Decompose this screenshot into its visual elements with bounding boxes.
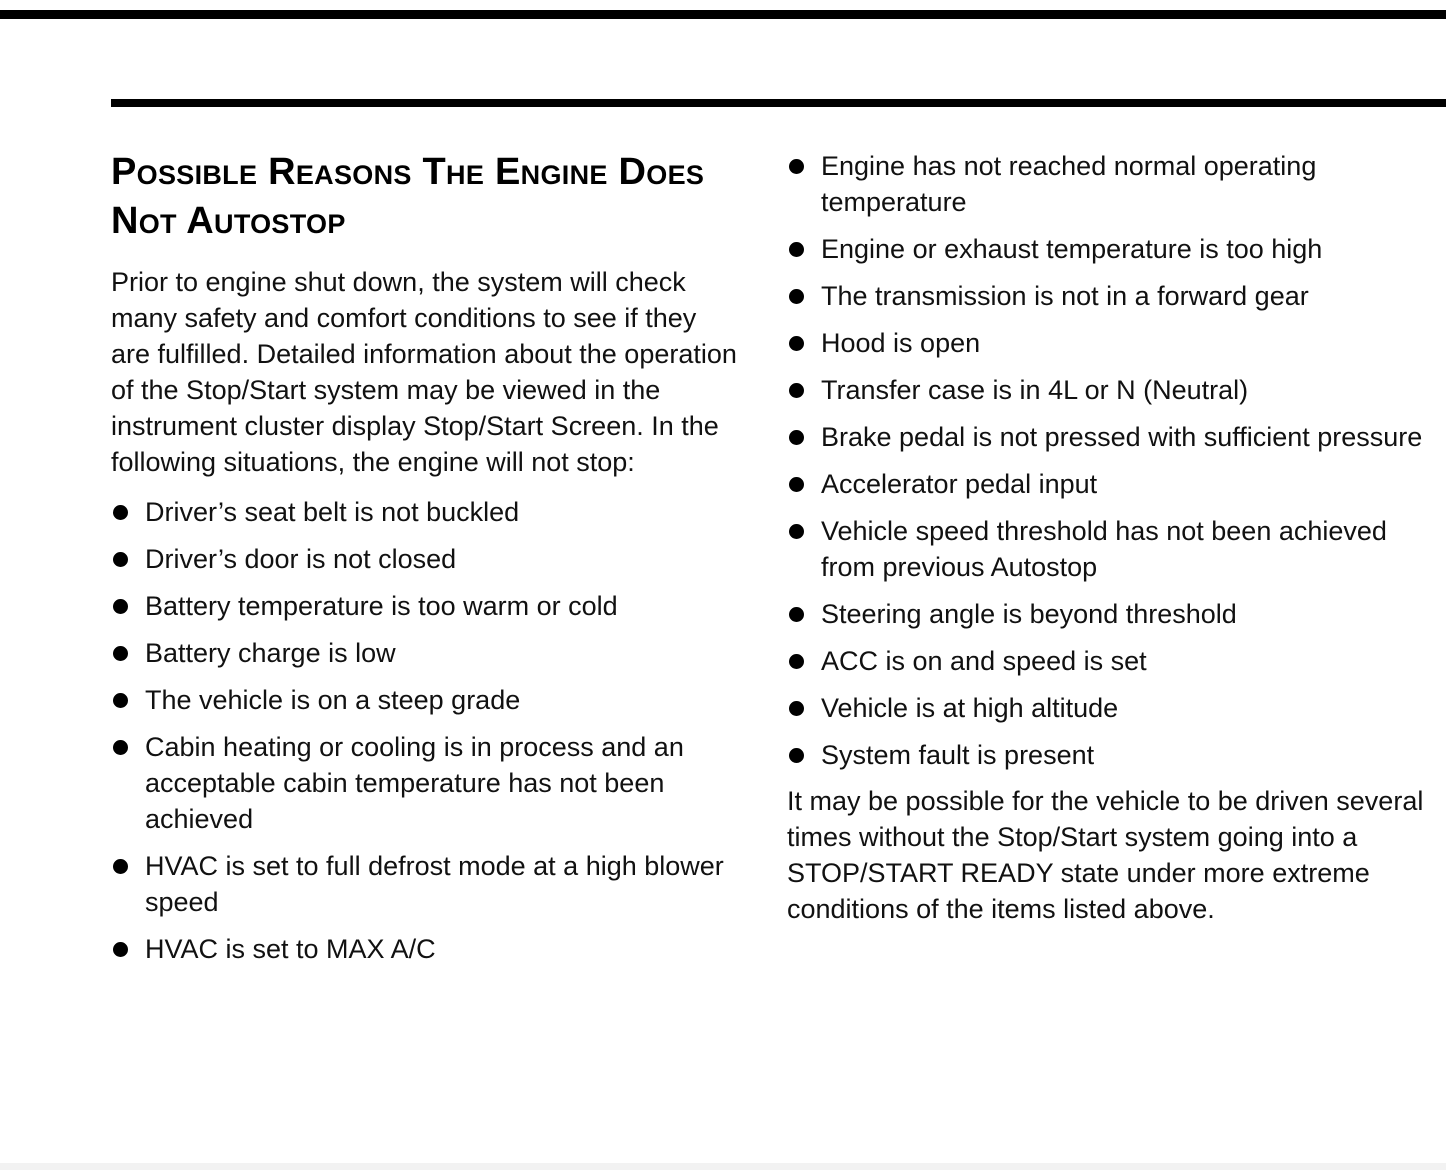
list-item-text: Brake pedal is not pressed with sufficient pressure: [821, 422, 1423, 452]
list-item: [787, 513, 1427, 585]
list-item: [111, 541, 741, 577]
list-item: [787, 278, 1427, 314]
bullet-icon: [113, 599, 128, 614]
list-item: [111, 848, 741, 920]
bullet-icon: [789, 701, 804, 716]
list-item-text: System fault is present: [821, 740, 1095, 770]
left-conditions-list: [111, 494, 741, 967]
top-rule: [0, 10, 1446, 19]
list-item: [787, 419, 1427, 455]
intro-paragraph: Prior to engine shut down, the system will check many safety and comfort conditions to see if they are fulfilled. Detailed information about the operation of the Stop/Start system may be viewed in the instrument cluster display Stop/Start Screen. In the following situations, the engine will not stop:: [111, 267, 737, 477]
bullet-icon: [789, 607, 804, 622]
bullet-icon: [113, 693, 128, 708]
list-item: [787, 231, 1427, 267]
list-item-text: Hood is open: [821, 328, 981, 358]
list-item: [787, 690, 1427, 726]
bullet-icon: [113, 552, 128, 567]
list-item-text: Driver’s seat belt is not buckled: [145, 497, 520, 527]
list-item: [111, 931, 741, 967]
list-item-text: Cabin heating or cooling is in process and an acceptable cabin temperature has not been achieved: [145, 732, 684, 834]
list-item: [111, 635, 741, 671]
list-item: [787, 325, 1427, 361]
list-item-text: The vehicle is on a steep grade: [145, 685, 521, 715]
list-item: [787, 148, 1427, 220]
list-item-text: Battery charge is low: [145, 638, 396, 668]
left-column: [111, 148, 741, 978]
bullet-icon: [789, 289, 804, 304]
bullet-icon: [113, 646, 128, 661]
list-item-text: Steering angle is beyond threshold: [821, 599, 1237, 629]
list-item: [111, 588, 741, 624]
bullet-icon: [113, 740, 128, 755]
bullet-icon: [113, 505, 128, 520]
section-heading: Possible Reasons The Engine Does Not Autostop: [111, 151, 705, 242]
list-item-text: Engine or exhaust temperature is too high: [821, 234, 1323, 264]
list-item-text: Vehicle speed threshold has not been achieved from previous Autostop: [821, 516, 1387, 582]
list-item-text: Driver’s door is not closed: [145, 544, 457, 574]
list-item-text: Engine has not reached normal operating temperature: [821, 151, 1317, 217]
list-item-text: HVAC is set to full defrost mode at a high blower speed: [145, 851, 724, 917]
bullet-icon: [789, 654, 804, 669]
list-item-text: ACC is on and speed is set: [821, 646, 1147, 676]
list-item: [787, 737, 1427, 773]
bullet-icon: [789, 336, 804, 351]
bullet-icon: [789, 477, 804, 492]
list-item-text: Vehicle is at high altitude: [821, 693, 1119, 723]
bottom-band: [0, 1163, 1446, 1170]
list-item-text: HVAC is set to MAX A/C: [145, 934, 436, 964]
bullet-icon: [789, 430, 804, 445]
bullet-icon: [113, 859, 128, 874]
right-conditions-list: [787, 148, 1427, 773]
list-item: [787, 643, 1427, 679]
list-item-text: Battery temperature is too warm or cold: [145, 591, 618, 621]
list-item-text: Transfer case is in 4L or N (Neutral): [821, 375, 1249, 405]
bullet-icon: [789, 383, 804, 398]
bullet-icon: [789, 242, 804, 257]
list-item-text: Accelerator pedal input: [821, 469, 1098, 499]
list-item: [787, 596, 1427, 632]
bullet-icon: [789, 748, 804, 763]
bullet-icon: [789, 524, 804, 539]
list-item-text: The transmission is not in a forward gear: [821, 281, 1309, 311]
closing-paragraph: It may be possible for the vehicle to be driven several times without the Stop/Start system going into a STOP/START READY state under more extreme conditions of the items listed above.: [787, 786, 1424, 924]
bullet-icon: [113, 942, 128, 957]
bullet-icon: [789, 159, 804, 174]
section-rule: [111, 99, 1446, 107]
right-column: [787, 148, 1427, 927]
list-item: [111, 494, 741, 530]
list-item: [111, 729, 741, 837]
list-item: [787, 466, 1427, 502]
list-item: [111, 682, 741, 718]
list-item: [787, 372, 1427, 408]
